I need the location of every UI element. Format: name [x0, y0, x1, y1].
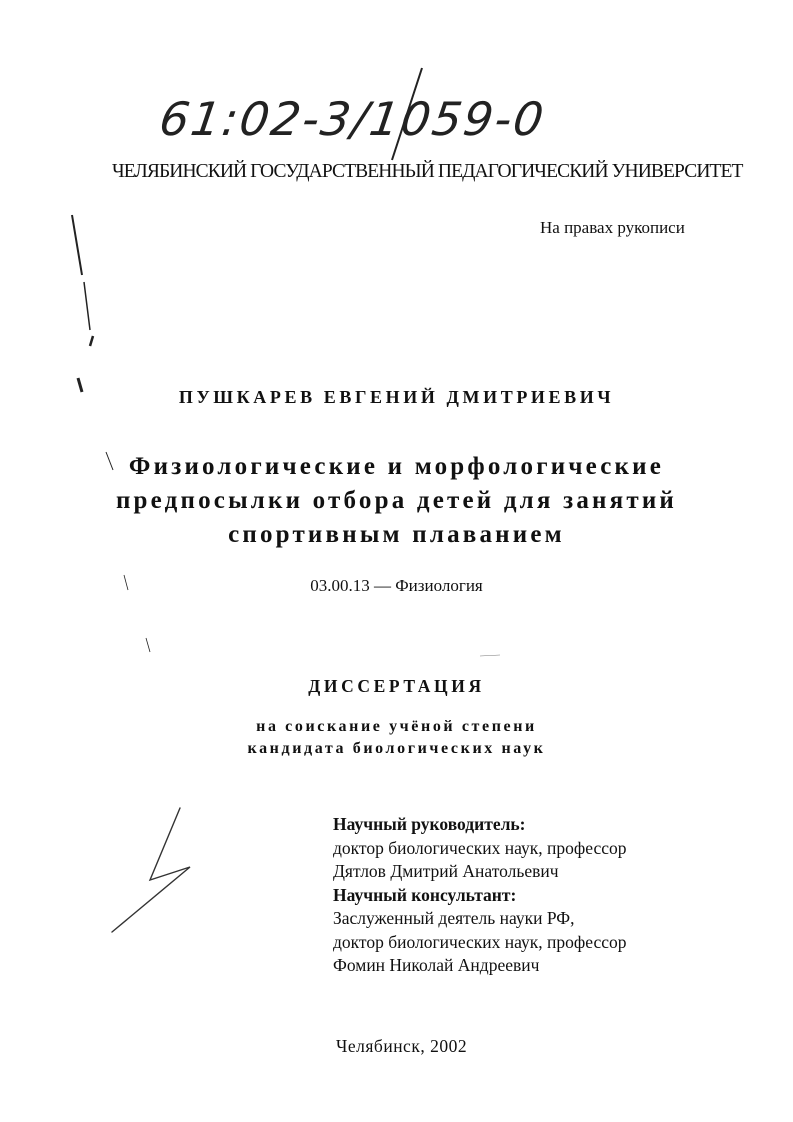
consultant-honor: Заслуженный деятель науки РФ, — [333, 908, 575, 928]
supervisor-label: Научный руководитель: — [333, 814, 526, 834]
title-line: спортивным плаванием — [228, 521, 565, 548]
supervisor-name: Дятлов Дмитрий Анатольевич — [333, 861, 559, 881]
university-name: ЧЕЛЯБИНСКИЙ ГОСУДАРСТВЕННЫЙ ПЕДАГОГИЧЕСКИЙ УНИВЕРСИТЕТ — [112, 161, 743, 182]
supervisor-title: доктор биологических наук, профессор — [333, 837, 627, 858]
document-type: ДИССЕРТАЦИЯ — [308, 676, 485, 696]
title-line: Физиологические и морфологические — [128, 453, 665, 480]
signature-mark — [112, 808, 190, 932]
manuscript-note: На правах рукописи — [540, 218, 685, 237]
degree-line: на соискание учёной степени — [256, 718, 537, 735]
consultant-label: Научный консультант: — [333, 884, 517, 905]
specialty-code: 03.00.13 — Физиология — [310, 576, 483, 595]
author-name: ПУШКАРЕВ ЕВГЕНИЙ ДМИТРИЕВИЧ — [178, 387, 615, 407]
dissertation-title — [0, 450, 793, 552]
title-line: предпосылки отбора детей для занятий — [115, 487, 678, 514]
city-year: Челябинск, 2002 — [336, 1036, 468, 1056]
archive-code-handwritten: 61:02-3/1059-0 — [156, 92, 549, 146]
consultant-name: Фомин Николай Андреевич — [333, 955, 540, 975]
degree-line: кандидата биологических наук — [247, 740, 546, 757]
degree-description — [0, 716, 793, 760]
consultant-title: доктор биологических наук, профессор — [333, 931, 627, 952]
advisors-block — [333, 813, 626, 978]
